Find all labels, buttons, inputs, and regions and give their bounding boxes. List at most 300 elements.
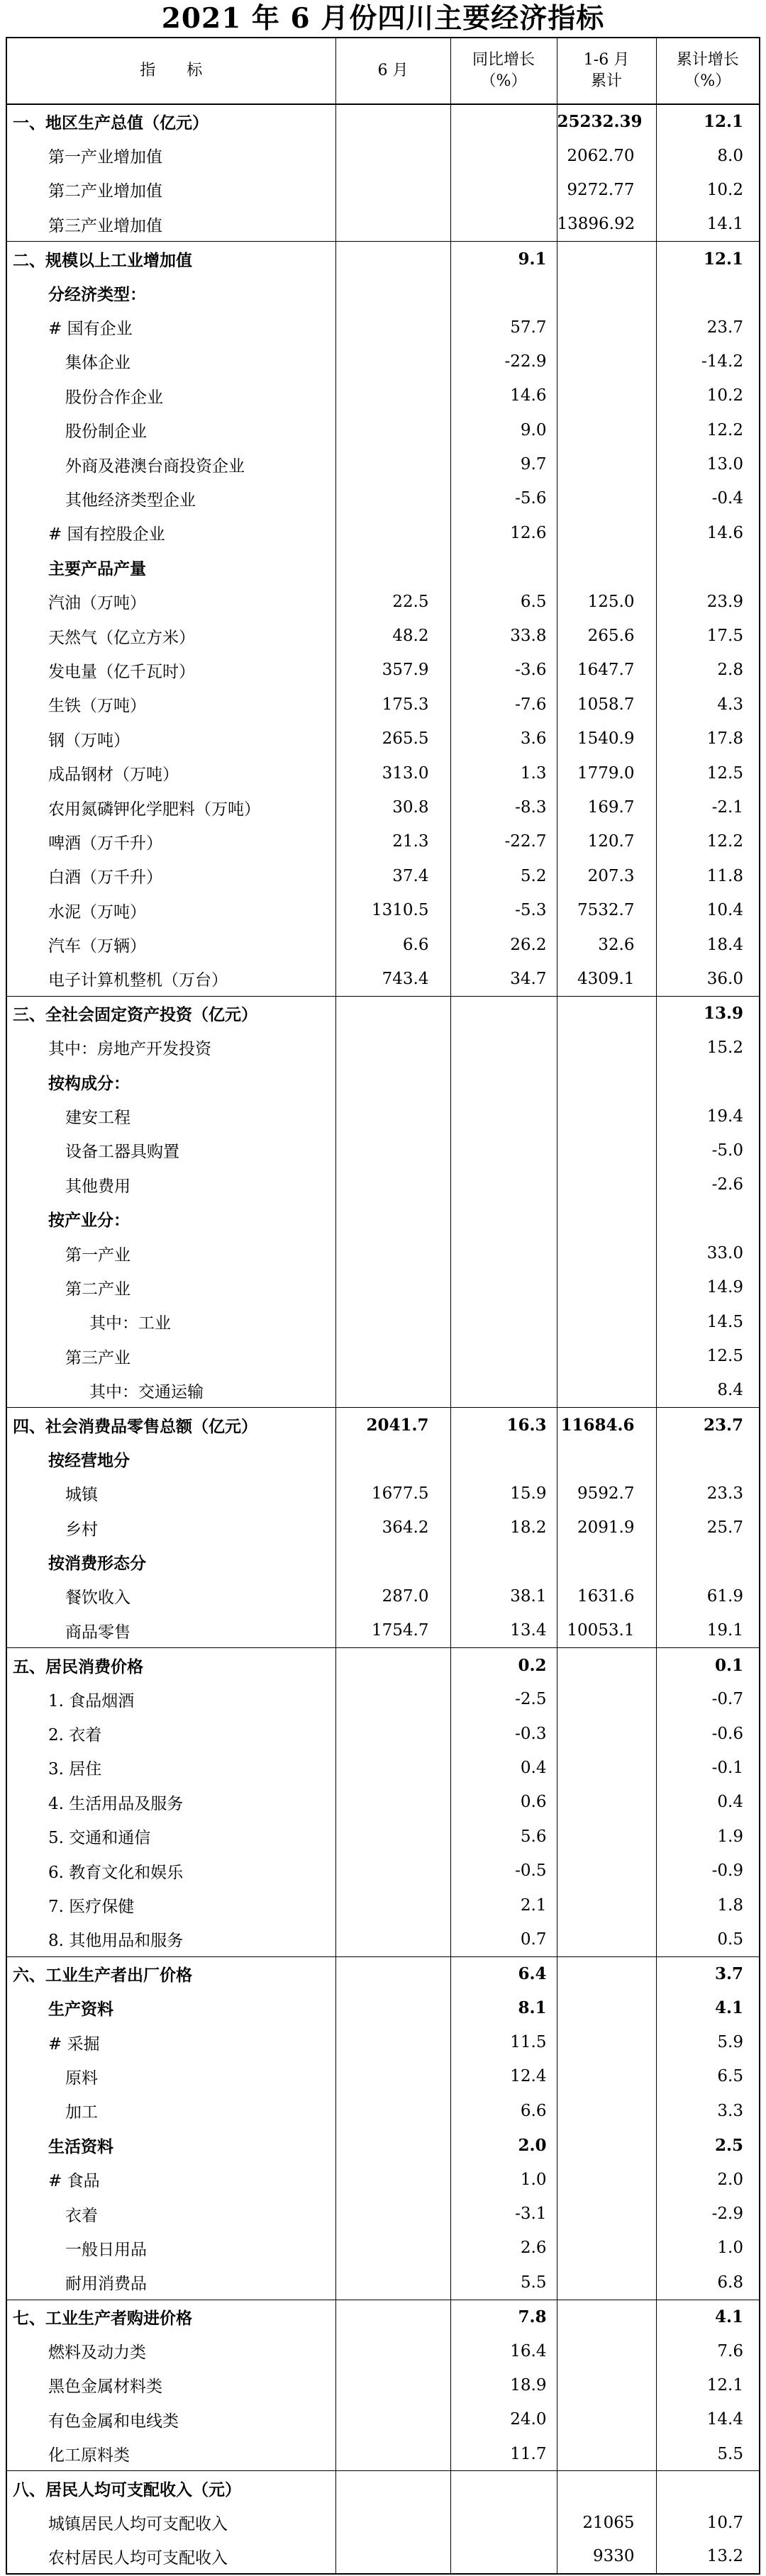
- row-yoy-value: -3.1: [450, 2197, 557, 2231]
- row-month-value: [335, 2300, 450, 2334]
- row-month-value: 22.5: [335, 584, 450, 618]
- row-yoy-value: [450, 1031, 557, 1065]
- row-yoy-value: -3.6: [450, 653, 557, 687]
- row-cum-value: [656, 1202, 760, 1236]
- row-month-value: [335, 413, 450, 447]
- row-ytd-value: 11684.6: [557, 1408, 656, 1442]
- row-ytd-value: [557, 1854, 656, 1888]
- row-ytd-value: [557, 276, 656, 310]
- row-yoy-value: 14.6: [450, 379, 557, 413]
- row-label: 汽油（万吨）: [6, 584, 335, 618]
- row-ytd-value: 120.7: [557, 824, 656, 858]
- row-month-value: [335, 1716, 450, 1750]
- row-month-value: [335, 1854, 450, 1888]
- row-yoy-value: 6.4: [450, 1956, 557, 1990]
- row-month-value: [335, 2334, 450, 2368]
- row-ytd-value: [557, 2437, 656, 2471]
- table-row: [6, 2231, 760, 2265]
- table-row: [6, 1956, 760, 1990]
- row-label: 城镇居民人均可支配收入: [6, 2505, 335, 2539]
- row-cum-value: 23.7: [656, 1408, 760, 1442]
- row-ytd-value: 2091.9: [557, 1511, 656, 1545]
- row-yoy-value: 0.7: [450, 1922, 557, 1956]
- table-row: [6, 2300, 760, 2334]
- table-row: [6, 653, 760, 687]
- table-row: [6, 756, 760, 790]
- row-month-value: [335, 1031, 450, 1065]
- row-month-value: [335, 1065, 450, 1099]
- row-yoy-value: 16.4: [450, 2334, 557, 2368]
- row-month-value: [335, 996, 450, 1030]
- row-label: 按构成分：: [6, 1065, 335, 1099]
- row-yoy-value: 5.6: [450, 1820, 557, 1854]
- row-month-value: [335, 481, 450, 515]
- row-yoy-value: -22.7: [450, 824, 557, 858]
- table-row: [6, 1408, 760, 1442]
- row-cum-value: 14.6: [706, 523, 743, 542]
- table-row: [6, 242, 760, 276]
- header-yoy-line1: 同比增长: [472, 51, 535, 69]
- row-cum-value: 61.9: [706, 1586, 743, 1606]
- row-cum-value: 19.4: [706, 1107, 743, 1126]
- row-label: 主要产品产量: [6, 550, 335, 584]
- row-yoy-value: 12.6: [450, 516, 557, 550]
- row-cum-value: 12.5: [706, 1347, 743, 1366]
- row-cum-value: 4.3: [717, 695, 743, 714]
- row-ytd-value: [557, 1751, 656, 1785]
- row-cum-value: -0.7: [711, 1690, 743, 1709]
- header-cum: [656, 38, 760, 104]
- table-row: [6, 1682, 760, 1716]
- indicator-table: [6, 37, 760, 2575]
- row-ytd-value: [557, 242, 656, 276]
- row-month-value: [335, 2162, 450, 2196]
- table-row: [6, 927, 760, 961]
- row-cum-value: 5.9: [717, 2033, 743, 2052]
- row-label: 第一产业: [6, 1236, 335, 1270]
- row-cum-value: 1.0: [717, 2239, 743, 2258]
- row-label: 股份制企业: [6, 413, 335, 447]
- row-yoy-value: -2.5: [450, 1682, 557, 1716]
- row-label: 6. 教育文化和娱乐: [6, 1854, 335, 1888]
- row-month-value: [335, 2368, 450, 2402]
- table-row: [6, 790, 760, 824]
- row-cum-value: 18.4: [706, 935, 743, 954]
- table-body: [6, 104, 760, 2574]
- row-cum-value: 33.0: [706, 1244, 743, 1263]
- row-ytd-value: [557, 2231, 656, 2265]
- row-cum-value: 3.7: [656, 1956, 760, 1990]
- row-month-value: 6.6: [335, 927, 450, 961]
- table-row: [6, 1751, 760, 1785]
- row-cum-value: 13.9: [656, 996, 760, 1030]
- row-cum-value: 2.5: [714, 2135, 743, 2155]
- row-ytd-value: [557, 1339, 656, 1373]
- row-yoy-value: 38.1: [450, 1579, 557, 1613]
- row-ytd-value: 125.0: [557, 584, 656, 618]
- table-header-row: [6, 38, 760, 104]
- row-ytd-value: [557, 413, 656, 447]
- row-ytd-value: [557, 2402, 656, 2436]
- row-label: # 国有控股企业: [6, 516, 335, 550]
- row-label: 加工: [6, 2094, 335, 2128]
- row-ytd-value: [557, 2162, 656, 2196]
- row-month-value: [335, 1751, 450, 1785]
- table-row: [6, 447, 760, 481]
- row-ytd-value: 265.6: [557, 619, 656, 653]
- row-month-value: [335, 1099, 450, 1133]
- row-cum-value: 10.7: [706, 2513, 743, 2532]
- row-yoy-value: 9.0: [450, 413, 557, 447]
- row-yoy-value: [450, 996, 557, 1030]
- row-month-value: 743.4: [335, 962, 450, 996]
- table-row: [6, 379, 760, 413]
- row-ytd-value: 1058.7: [557, 688, 656, 722]
- row-month-value: [335, 447, 450, 481]
- row-cum-value: 1.9: [717, 1827, 743, 1846]
- row-cum-value: 36.0: [706, 969, 743, 988]
- row-ytd-value: [557, 1236, 656, 1270]
- row-label: 第三产业: [6, 1339, 335, 1373]
- row-cum-value: [656, 2471, 760, 2505]
- table-row: [6, 1820, 760, 1854]
- row-month-value: [335, 173, 450, 207]
- row-month-value: [335, 1442, 450, 1476]
- row-ytd-value: [557, 1065, 656, 1099]
- row-cum-value: 6.8: [717, 2273, 743, 2292]
- table-row: [6, 859, 760, 893]
- table-row: [6, 1202, 760, 1236]
- row-yoy-value: 26.2: [450, 927, 557, 961]
- table-row: [6, 1613, 760, 1647]
- row-ytd-value: [557, 516, 656, 550]
- table-row: [6, 1305, 760, 1339]
- row-ytd-value: 21065: [557, 2505, 656, 2539]
- row-month-value: 1754.7: [335, 1613, 450, 1647]
- row-cum-value: [656, 276, 760, 310]
- row-yoy-value: [450, 1133, 557, 1167]
- row-month-value: 313.0: [335, 756, 450, 790]
- row-ytd-value: 2062.70: [557, 138, 656, 172]
- row-cum-value: 23.3: [706, 1484, 743, 1503]
- row-cum-value: 8.4: [717, 1381, 743, 1400]
- row-yoy-value: [450, 2471, 557, 2505]
- table-row: [6, 2505, 760, 2539]
- table-row: [6, 276, 760, 310]
- row-yoy-value: 33.8: [450, 619, 557, 653]
- row-yoy-value: -0.3: [450, 1716, 557, 1750]
- table-row: [6, 2437, 760, 2471]
- row-label: 餐饮收入: [6, 1579, 335, 1613]
- row-cum-value: 12.1: [706, 2375, 743, 2395]
- row-yoy-value: -5.3: [450, 893, 557, 927]
- row-cum-value: 14.5: [706, 1312, 743, 1331]
- row-yoy-value: 15.9: [450, 1477, 557, 1511]
- row-ytd-value: [557, 1888, 656, 1922]
- row-yoy-value: 0.4: [450, 1751, 557, 1785]
- row-yoy-value: [450, 1305, 557, 1339]
- row-ytd-value: 10053.1: [557, 1613, 656, 1647]
- row-ytd-value: [557, 1820, 656, 1854]
- page-title: 2021 年 6 月份四川主要经济指标: [161, 2, 605, 35]
- row-yoy-value: -0.5: [450, 1854, 557, 1888]
- row-cum-value: 8.0: [717, 146, 743, 165]
- row-month-value: [335, 2266, 450, 2300]
- row-cum-value: 12.1: [656, 242, 760, 276]
- table-row: [6, 1373, 760, 1407]
- row-yoy-value: [450, 173, 557, 207]
- row-yoy-value: [450, 138, 557, 172]
- row-month-value: [335, 1956, 450, 1990]
- row-month-value: [335, 1167, 450, 1202]
- row-label: 原料: [6, 2059, 335, 2093]
- row-label: 啤酒（万千升）: [6, 824, 335, 858]
- table-row: [6, 1990, 760, 2025]
- row-ytd-value: [557, 1373, 656, 1407]
- row-yoy-value: 0.6: [450, 1785, 557, 1819]
- row-label: # 食品: [6, 2162, 335, 2196]
- row-ytd-value: [557, 1716, 656, 1750]
- row-cum-value: [656, 1545, 760, 1579]
- row-month-value: [335, 1785, 450, 1819]
- row-ytd-value: [557, 1442, 656, 1476]
- row-month-value: [335, 2402, 450, 2436]
- row-yoy-value: 1.3: [450, 756, 557, 790]
- row-yoy-value: [450, 207, 557, 241]
- row-month-value: [335, 1990, 450, 2025]
- row-yoy-value: 11.7: [450, 2437, 557, 2471]
- row-label: 股份合作企业: [6, 379, 335, 413]
- table-row: [6, 1099, 760, 1133]
- row-label: 第二产业: [6, 1270, 335, 1304]
- row-label: 1. 食品烟酒: [6, 1682, 335, 1716]
- row-cum-value: 0.5: [717, 1930, 743, 1949]
- header-ytd-line1: 1-6 月: [583, 51, 630, 69]
- row-month-value: [335, 104, 450, 138]
- row-ytd-value: [557, 310, 656, 344]
- row-month-value: [335, 310, 450, 344]
- row-label: 七、工业生产者购进价格: [6, 2300, 335, 2334]
- table-row: [6, 2162, 760, 2196]
- row-label: 其中：房地产开发投资: [6, 1031, 335, 1065]
- row-label: 其中：工业: [6, 1305, 335, 1339]
- row-yoy-value: 7.8: [450, 2300, 557, 2334]
- table-row: [6, 2402, 760, 2436]
- row-label: 衣着: [6, 2197, 335, 2231]
- row-cum-value: 0.4: [717, 1793, 743, 1812]
- row-month-value: 357.9: [335, 653, 450, 687]
- row-label: 2. 衣着: [6, 1716, 335, 1750]
- row-cum-value: -5.0: [711, 1141, 743, 1160]
- header-ytd: [557, 38, 656, 104]
- row-ytd-value: [557, 1682, 656, 1716]
- header-yoy-line2: （%）: [480, 72, 527, 90]
- table-row: [6, 1442, 760, 1476]
- row-cum-value: -0.6: [711, 1724, 743, 1743]
- row-ytd-value: 207.3: [557, 859, 656, 893]
- row-ytd-value: 32.6: [557, 927, 656, 961]
- row-month-value: 1310.5: [335, 893, 450, 927]
- row-ytd-value: 9330: [557, 2540, 656, 2574]
- row-yoy-value: 2.1: [450, 1888, 557, 1922]
- row-label: 8. 其他用品和服务: [6, 1922, 335, 1956]
- row-cum-value: -14.2: [701, 352, 743, 371]
- row-label: 发电量（亿千瓦时）: [6, 653, 335, 687]
- row-yoy-value: [450, 1442, 557, 1476]
- row-month-value: 265.5: [335, 722, 450, 756]
- row-label: 耐用消费品: [6, 2266, 335, 2300]
- row-month-value: 1677.5: [335, 1477, 450, 1511]
- row-label: # 国有企业: [6, 310, 335, 344]
- table-row: [6, 1167, 760, 1202]
- table-row: [6, 1477, 760, 1511]
- row-ytd-value: [557, 2266, 656, 2300]
- row-cum-value: 14.1: [706, 215, 743, 234]
- row-month-value: [335, 2094, 450, 2128]
- table-row: [6, 2471, 760, 2505]
- row-ytd-value: [557, 481, 656, 515]
- row-ytd-value: [557, 1133, 656, 1167]
- row-label: 其中：交通运输: [6, 1373, 335, 1407]
- table-row: [6, 2128, 760, 2162]
- table-row: [6, 104, 760, 138]
- row-ytd-value: [557, 2334, 656, 2368]
- row-ytd-value: [557, 2471, 656, 2505]
- table-row: [6, 1236, 760, 1270]
- row-cum-value: -0.4: [711, 489, 743, 508]
- row-label: 一般日用品: [6, 2231, 335, 2265]
- row-month-value: [335, 1236, 450, 1270]
- row-month-value: [335, 1373, 450, 1407]
- row-label: 农村居民人均可支配收入: [6, 2540, 335, 2574]
- row-label: 水泥（万吨）: [6, 893, 335, 927]
- row-month-value: [335, 276, 450, 310]
- row-yoy-value: 1.0: [450, 2162, 557, 2196]
- row-month-value: [335, 379, 450, 413]
- row-yoy-value: 8.1: [450, 1990, 557, 2025]
- row-cum-value: [656, 1442, 760, 1476]
- row-cum-value: 4.1: [656, 2300, 760, 2334]
- row-ytd-value: [557, 2300, 656, 2334]
- table-row: [6, 1854, 760, 1888]
- table-row: [6, 2059, 760, 2093]
- row-month-value: [335, 1305, 450, 1339]
- table-row: [6, 2094, 760, 2128]
- table-row: [6, 1888, 760, 1922]
- header-yoy: [450, 38, 557, 104]
- table-row: [6, 310, 760, 344]
- row-month-value: [335, 242, 450, 276]
- row-label: 按经营地分: [6, 1442, 335, 1476]
- row-cum-value: 25.7: [706, 1518, 743, 1538]
- row-cum-value: 5.5: [717, 2444, 743, 2463]
- row-month-value: [335, 345, 450, 379]
- row-label: 二、规模以上工业增加值: [6, 242, 335, 276]
- row-month-value: [335, 207, 450, 241]
- row-month-value: 30.8: [335, 790, 450, 824]
- row-yoy-value: [450, 2540, 557, 2574]
- row-cum-value: 13.2: [706, 2547, 743, 2566]
- row-month-value: [335, 1888, 450, 1922]
- row-label: 7. 医疗保健: [6, 1888, 335, 1922]
- row-label: 汽车（万辆）: [6, 927, 335, 961]
- row-ytd-value: [557, 379, 656, 413]
- row-ytd-value: 13896.92: [557, 207, 656, 241]
- row-cum-value: 17.8: [706, 729, 743, 749]
- row-month-value: 2041.7: [335, 1408, 450, 1442]
- row-label: 生活资料: [6, 2128, 335, 2162]
- row-cum-value: 10.4: [706, 901, 743, 920]
- row-ytd-value: [557, 1785, 656, 1819]
- row-ytd-value: [557, 1922, 656, 1956]
- row-label: 第三产业增加值: [6, 207, 335, 241]
- row-label: 钢（万吨）: [6, 722, 335, 756]
- row-ytd-value: 1631.6: [557, 1579, 656, 1613]
- row-month-value: 48.2: [335, 619, 450, 653]
- row-yoy-value: [450, 1545, 557, 1579]
- row-month-value: [335, 2128, 450, 2162]
- row-ytd-value: 169.7: [557, 790, 656, 824]
- row-yoy-value: [450, 276, 557, 310]
- row-label: 天然气（亿立方米）: [6, 619, 335, 653]
- row-cum-value: 23.7: [706, 318, 743, 337]
- row-yoy-value: [450, 1167, 557, 1202]
- row-cum-value: 12.2: [706, 832, 743, 851]
- row-month-value: [335, 1682, 450, 1716]
- row-label: 5. 交通和通信: [6, 1820, 335, 1854]
- row-ytd-value: [557, 550, 656, 584]
- row-label: 按产业分：: [6, 1202, 335, 1236]
- row-yoy-value: 18.2: [450, 1511, 557, 1545]
- row-yoy-value: 5.5: [450, 2266, 557, 2300]
- row-cum-value: 17.5: [706, 627, 743, 646]
- row-yoy-value: [450, 1065, 557, 1099]
- row-ytd-value: 1540.9: [557, 722, 656, 756]
- row-ytd-value: [557, 1305, 656, 1339]
- table-row: [6, 824, 760, 858]
- row-yoy-value: 6.6: [450, 2094, 557, 2128]
- row-label: 八、居民人均可支配收入（元）: [6, 2471, 335, 2505]
- table-row: [6, 550, 760, 584]
- row-ytd-value: [557, 2094, 656, 2128]
- table-row: [6, 1716, 760, 1750]
- row-month-value: [335, 1648, 450, 1682]
- row-yoy-value: -5.6: [450, 481, 557, 515]
- row-month-value: [335, 1545, 450, 1579]
- table-row: [6, 2368, 760, 2402]
- table-row: [6, 2197, 760, 2231]
- row-label: 一、地区生产总值（亿元）: [6, 104, 335, 138]
- row-ytd-value: [557, 1099, 656, 1133]
- row-yoy-value: 5.2: [450, 859, 557, 893]
- row-label: 商品零售: [6, 1613, 335, 1647]
- table-row: [6, 516, 760, 550]
- row-ytd-value: 1779.0: [557, 756, 656, 790]
- row-month-value: [335, 1270, 450, 1304]
- row-ytd-value: [557, 447, 656, 481]
- row-month-value: [335, 1820, 450, 1854]
- row-label: 第一产业增加值: [6, 138, 335, 172]
- table-row: [6, 1511, 760, 1545]
- header-indicator: [6, 38, 335, 104]
- row-label: 4. 生活用品及服务: [6, 1785, 335, 1819]
- row-ytd-value: [557, 1202, 656, 1236]
- row-ytd-value: [557, 996, 656, 1030]
- row-cum-value: [656, 550, 760, 584]
- table-row: [6, 1785, 760, 1819]
- row-yoy-value: [450, 1236, 557, 1270]
- row-month-value: [335, 1133, 450, 1167]
